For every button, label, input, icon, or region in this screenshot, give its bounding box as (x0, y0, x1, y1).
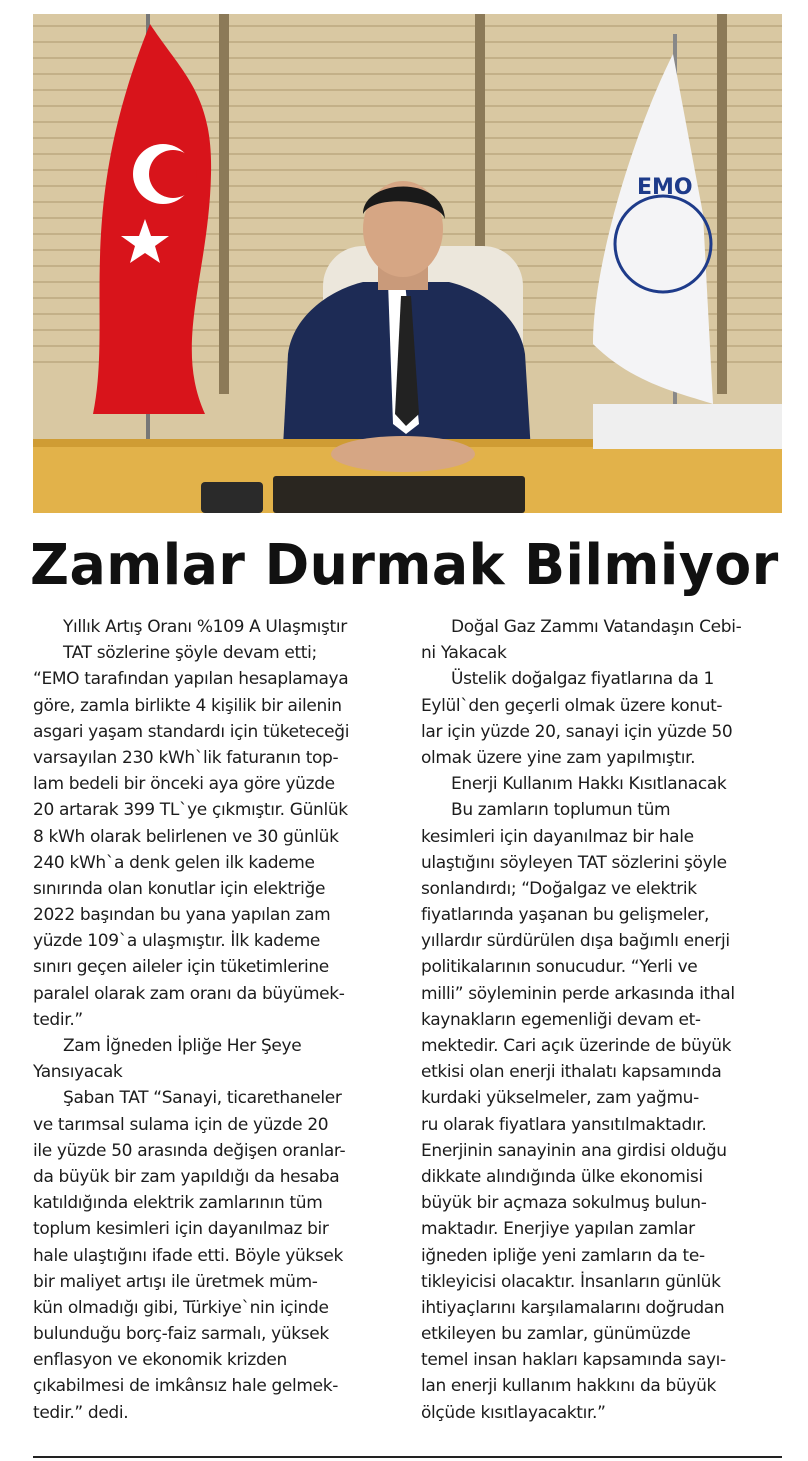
text-line: Eylül`den geçerli olmak üzere konut- (421, 695, 723, 716)
text-line: lar için yüzde 20, sanayi için yüzde 50 (421, 721, 733, 742)
text-line: maktadır. Enerjiye yapılan zamlar (421, 1219, 695, 1240)
text-line: paralel olarak zam oranı da büyümek- (33, 983, 345, 1004)
text-line: 8 kWh olarak belirlenen ve 30 günlük (33, 826, 339, 847)
subheading-line: Zam İğneden İpliğe Her Şeye (63, 1036, 302, 1056)
text-line: 240 kWh`a denk gelen ilk kademe (33, 852, 315, 873)
article-column-right (421, 614, 783, 1426)
text-line: tedir.” dedi. (33, 1402, 129, 1423)
text-line: lan enerji kullanım hakkını da büyük (421, 1376, 717, 1397)
text-line: çıkabilmesi de imkânsız hale gelmek- (33, 1376, 339, 1397)
text-line: Bu zamların toplumun tüm (451, 800, 671, 821)
photo-illustration (33, 14, 782, 513)
text-line: fiyatlarında yaşanan bu gelişmeler, (421, 905, 710, 926)
text-line: olmak üzere yine zam yapılmıştır. (421, 747, 696, 768)
text-line: asgari yaşam standardı için tüketeceği (33, 721, 350, 742)
headline: Zamlar Durmak Bilmiyor (30, 533, 779, 598)
subheading-line: Doğal Gaz Zammı Vatandaşın Cebi- (451, 617, 742, 637)
text-line: ulaştığını söyleyen TAT sözlerini şöyle (421, 852, 727, 873)
text-line: ölçüde kısıtlayacaktır.” (421, 1402, 606, 1423)
text-line: kesimleri için dayanılmaz bir hale (421, 826, 694, 847)
text-line: da büyük bir zam yapıldığı da hesaba (33, 1166, 340, 1187)
text-line: tikleyicisi olacaktır. İnsanların günlük (421, 1271, 721, 1292)
text-line: milli” söyleminin perde arkasında ithal (421, 983, 735, 1004)
text-line: 2022 başından bu yana yapılan zam (33, 905, 331, 926)
text-line: ve tarımsal sulama için de yüzde 20 (33, 1114, 329, 1135)
text-line: enflasyon ve ekonomik krizden (33, 1350, 287, 1371)
text-line: toplum kesimleri için dayanılmaz bir (33, 1219, 329, 1240)
text-line: dikkate alındığında ülke ekonomisi (421, 1166, 703, 1187)
text-line: bir maliyet artışı ile üretmek müm- (33, 1271, 318, 1292)
text-line: Enerjinin sanayinin ana girdisi olduğu (421, 1140, 727, 1161)
bottom-rule (33, 1456, 782, 1458)
text-line: Yıllık Artış Oranı %109 A Ulaşmıştır (63, 617, 347, 637)
text-line: ihtiyaçlarını karşılamalarını doğrudan (421, 1297, 725, 1318)
emo-flag-letters: EMO (637, 175, 693, 200)
text-line: büyük bir açmaza sokulmuş bulun- (421, 1193, 707, 1214)
text-line: iğneden ipliğe yeni zamların da te- (421, 1245, 705, 1266)
text-line: kurdaki yükselmeler, zam yağmu- (421, 1088, 699, 1109)
text-line: sonlandırdı; “Doğalgaz ve elektrik (421, 878, 697, 899)
text-line: kaynakların egemenliği devam et- (421, 1009, 701, 1030)
text-line: ru olarak fiyatlara yansıtılmaktadır. (421, 1114, 707, 1135)
text-line: temel insan hakları kapsamında sayı- (421, 1350, 726, 1371)
subheading-line: ni Yakacak (421, 643, 507, 664)
subheading-line: Enerji Kullanım Hakkı Kısıtlanacak (451, 774, 727, 795)
text-line: “EMO tarafından yapılan hesaplamaya (33, 669, 349, 690)
text-line: etkileyen bu zamlar, günümüzde (421, 1324, 691, 1345)
text-line: yüzde 109`a ulaşmıştır. İlk kademe (33, 931, 321, 952)
text-line: varsayılan 230 kWh`lik faturanın top- (33, 747, 339, 768)
text-line: sınırında olan konutlar için elektriğe (33, 878, 326, 899)
text-line: mektedir. Cari açık üzerinde de büyük (421, 1036, 732, 1056)
text-line: kün olmadığı gibi, Türkiye`nin içinde (33, 1297, 329, 1318)
text-line: sınırı geçen aileler için tüketimlerine (33, 957, 329, 978)
text-line: TAT sözlerine şöyle devam etti; (63, 643, 317, 664)
text-line: yıllardır sürdürülen dışa bağımlı enerji (421, 931, 730, 952)
text-line: etkisi olan enerji ithalatı kapsamında (421, 1062, 722, 1083)
text-line: Üstelik doğalgaz fiyatlarına da 1 (451, 669, 714, 690)
text-line: tedir.” (33, 1009, 83, 1030)
article-column-left (33, 614, 395, 1426)
text-line: 20 artarak 399 TL`ye çıkmıştır. Günlük (33, 800, 348, 821)
text-line: katıldığında elektrik zamlarının tüm (33, 1193, 323, 1214)
text-line: göre, zamla birlikte 4 kişilik bir ailenin (33, 695, 342, 716)
text-line: bulunduğu borç-faiz sarmalı, yüksek (33, 1324, 329, 1345)
article-photo (33, 14, 782, 513)
text-line: ile yüzde 50 arasında değişen oranlar- (33, 1140, 346, 1161)
text-line: politikalarının sonucudur. “Yerli ve (421, 957, 698, 978)
text-line: hale ulaştığını ifade etti. Böyle yüksek (33, 1245, 344, 1266)
text-line: Şaban TAT “Sanayi, ticarethaneler (63, 1088, 342, 1109)
subheading-line: Yansıyacak (33, 1062, 123, 1083)
text-line: lam bedeli bir önceki aya göre yüzde (33, 774, 335, 795)
